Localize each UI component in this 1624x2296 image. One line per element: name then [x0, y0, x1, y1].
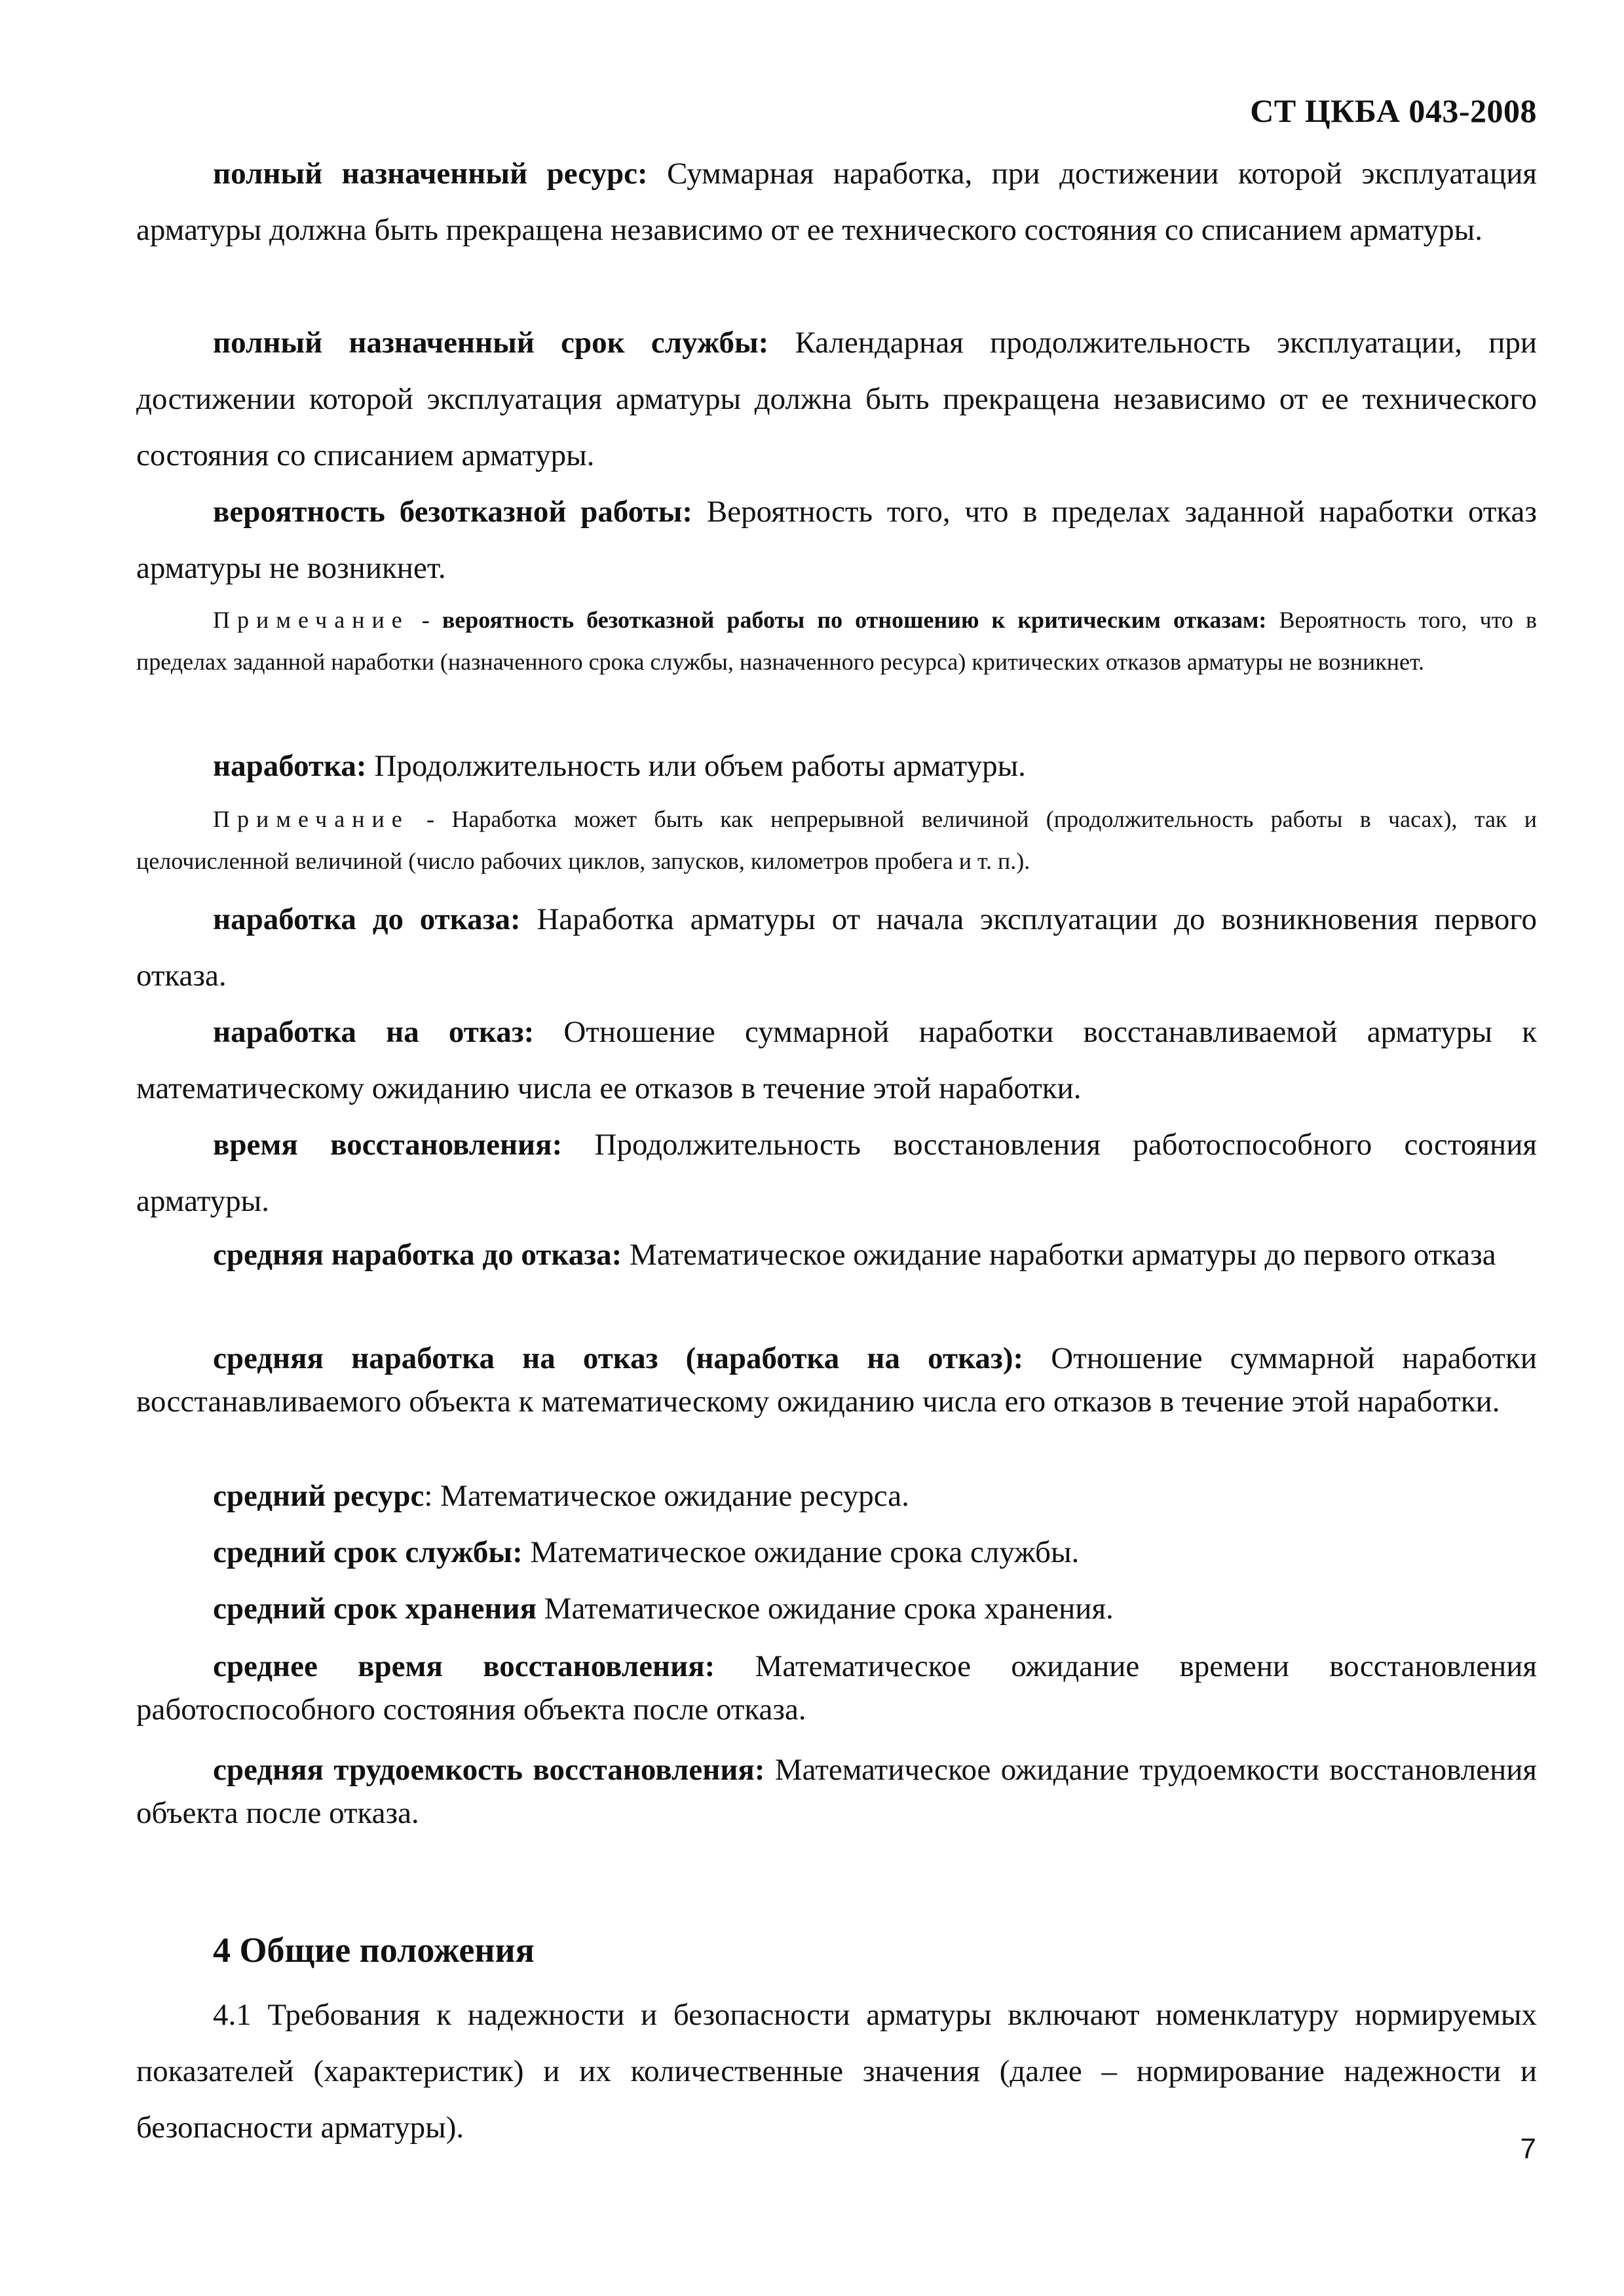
definition-mean-resource [136, 1474, 1537, 1518]
note-dash: - [409, 607, 442, 633]
section-title: 4 Общие положения [213, 1930, 535, 1970]
definition-term: вероятность безотказной работы: [213, 495, 693, 529]
definition-text: Математическое ожидание срока хранения. [537, 1592, 1114, 1626]
definition-mean-storage-life [136, 1587, 1537, 1630]
definition-term: средний срок службы: [213, 1535, 523, 1569]
note-term: вероятность безотказной работы по отношению к критическим отказам: [442, 607, 1267, 633]
definition-text: Математическое ожидание наработки арматуры до первого отказа [622, 1238, 1496, 1272]
definition-text: Вероятность того, что в пределах заданной наработки отказ арматуры не возникнет. [136, 495, 1537, 585]
note-label: Примечание [213, 806, 409, 832]
definition-term: средний срок хранения [213, 1592, 537, 1626]
definition-term: средняя наработка до отказа: [213, 1238, 622, 1272]
definition-time-to-failure [136, 891, 1537, 1004]
definition-text: Математическое ожидание трудоемкости восстановления объекта после отказа. [136, 1753, 1537, 1830]
definition-full-resource [136, 145, 1537, 258]
note-text: Вероятность того, что в пределах заданной наработки (назначенного срока службы, назначенного ресурса) критических отказов арматуры не возникнет. [136, 607, 1537, 675]
page-number: 7 [1520, 2133, 1536, 2165]
definition-term: средний ресурс [213, 1479, 425, 1513]
definition-term: средняя наработка на отказ (наработка на отказ): [213, 1341, 1024, 1375]
definition-term: время восстановления: [213, 1128, 563, 1162]
section-paragraph-text: 4.1 Требования к надежности и безопасности арматуры включают номенклатуру нормируемых показателей (характеристик) и их количественные значения (далее – нормирование надежности и безопасности арматуры). [136, 1998, 1537, 2145]
definition-mean-recovery-labor [136, 1748, 1537, 1835]
definition-term: наработка на отказ: [213, 1015, 535, 1049]
note-text: Наработка может быть как непрерывной величиной (продолжительность работы в часах), так и целочисленной величиной (число рабочих циклов, запусков, километров пробега и т. п.). [136, 806, 1537, 874]
definition-text: Календарная продолжительность эксплуатации, при достижении которой эксплуатация арматуры должна быть прекращена независимо от ее технического состояния со списанием арматуры. [136, 326, 1537, 472]
definition-term: средняя трудоемкость восстановления: [213, 1753, 765, 1787]
definition-text: Продолжительность или объем работы арматуры. [366, 749, 1026, 783]
definition-term: наработка: [213, 749, 367, 783]
note-critical-failures [136, 599, 1537, 683]
definition-text: Математическое ожидание срока службы. [522, 1535, 1080, 1569]
definition-text: Наработка арматуры от начала эксплуатации до возникновения первого отказа. [136, 902, 1537, 993]
definition-time-between-failures [136, 1004, 1537, 1117]
definition-operating-time [136, 738, 1537, 794]
definition-reliability-probability [136, 484, 1537, 596]
definition-text: Продолжительность восстановления работоспособного состояния арматуры. [136, 1128, 1537, 1218]
note-label: Примечание [213, 607, 409, 633]
definition-text: Отношение суммарной наработки восстанавливаемой арматуры к математическому ожиданию числа ее отказов в течение этой наработки. [136, 1015, 1537, 1105]
definition-term: наработка до отказа: [213, 902, 521, 936]
definition-mean-time-between-failures [136, 1337, 1537, 1423]
note-operating-time [136, 798, 1537, 882]
definition-text: : Математическое ожидание ресурса. [424, 1479, 909, 1513]
note-dash: - [409, 806, 452, 832]
definition-recovery-time [136, 1117, 1537, 1229]
definition-mean-service-life [136, 1531, 1537, 1574]
definition-full-service-life [136, 315, 1537, 484]
definition-mean-time-to-failure [136, 1233, 1537, 1276]
section-paragraph-4-1 [136, 1987, 1537, 2156]
document-code-header: СТ ЦКБА 043-2008 [1250, 92, 1537, 129]
definition-term: полный назначенный ресурс: [213, 157, 648, 191]
definition-text: Отношение суммарной наработки восстанавливаемого объекта к математическому ожиданию числа его отказов в течение этой наработки. [136, 1341, 1537, 1419]
definition-mean-recovery-time [136, 1645, 1537, 1731]
definition-text: Математическое ожидание времени восстановления работоспособного состояния объекта после отказа. [136, 1649, 1537, 1727]
definition-text: Суммарная наработка, при достижении которой эксплуатация арматуры должна быть прекращена независимо от ее технического состояния со списанием арматуры. [136, 157, 1537, 247]
definition-term: среднее время восстановления: [213, 1649, 715, 1683]
definition-term: полный назначенный срок службы: [213, 326, 769, 360]
